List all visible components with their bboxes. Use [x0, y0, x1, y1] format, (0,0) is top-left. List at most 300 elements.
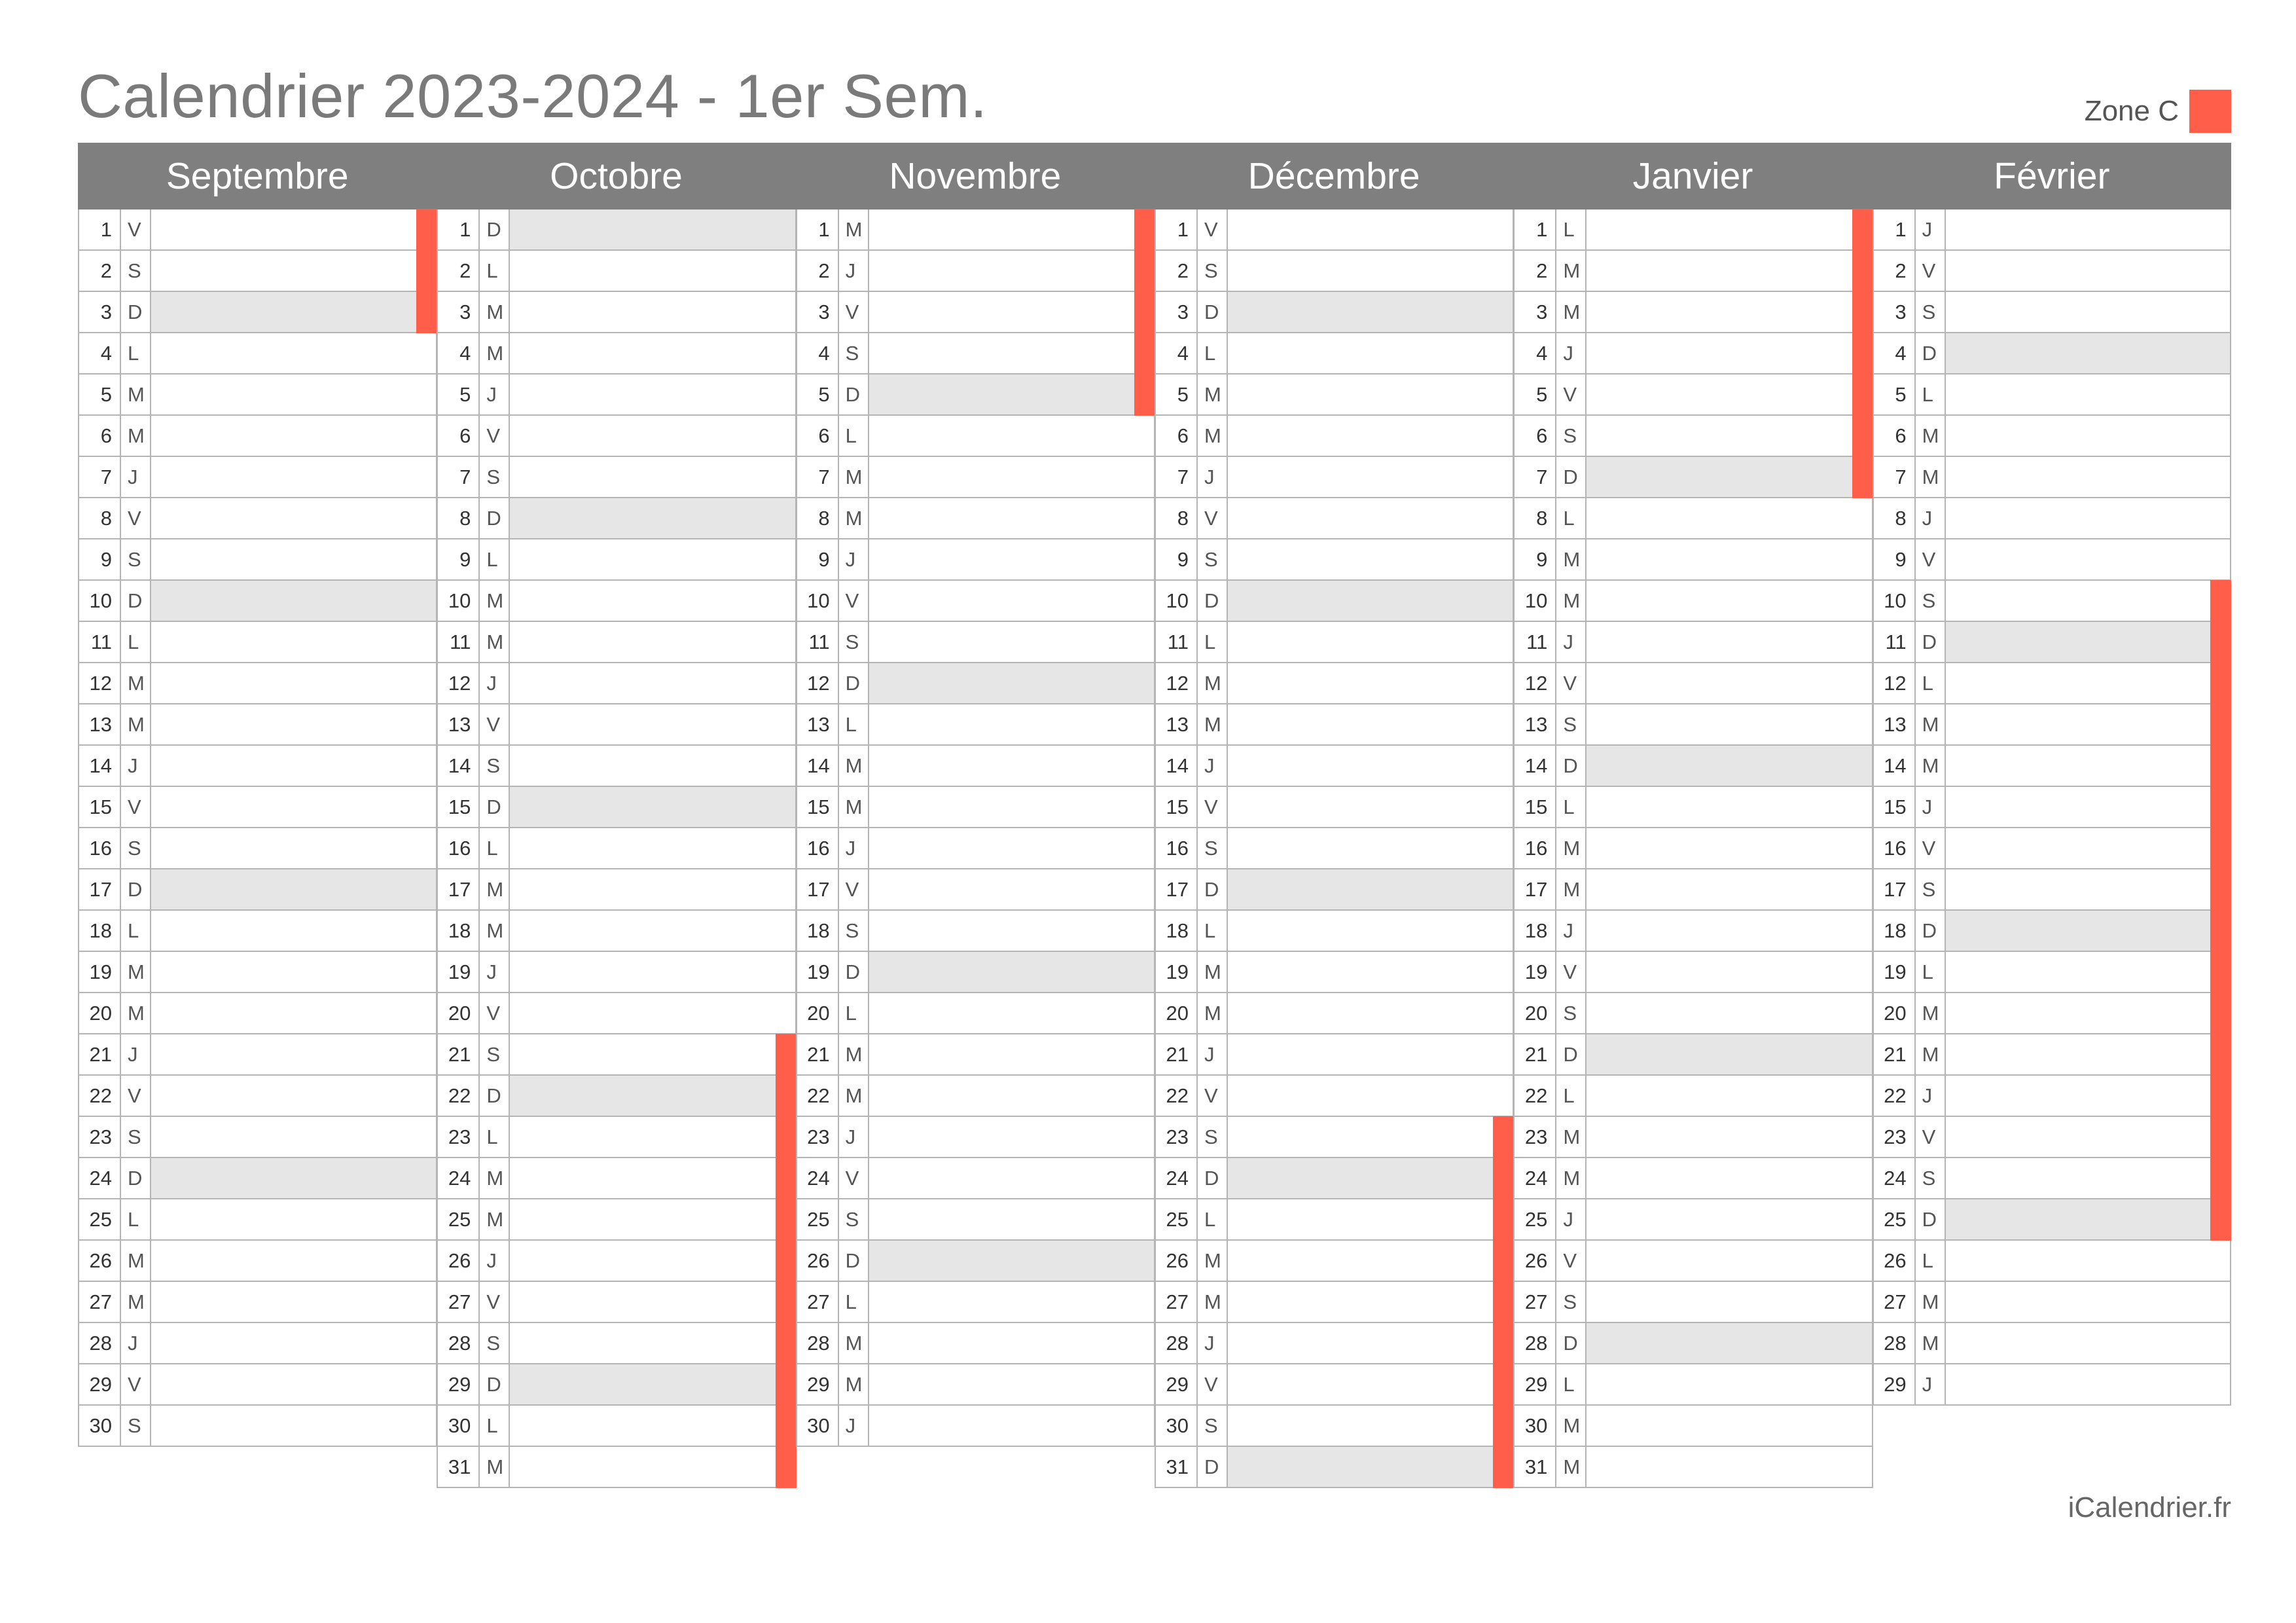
day-note-cell[interactable]	[510, 416, 795, 456]
day-row[interactable]	[1873, 1076, 2231, 1117]
day-note-cell[interactable]	[1587, 828, 1871, 868]
day-note-cell[interactable]	[1946, 539, 2230, 579]
day-note-cell[interactable]	[1587, 1364, 1871, 1404]
day-note-cell[interactable]	[1587, 333, 1871, 373]
day-note-cell[interactable]	[1587, 704, 1871, 744]
day-note-cell[interactable]	[1228, 746, 1513, 786]
day-note-cell[interactable]	[151, 581, 436, 621]
day-row[interactable]	[437, 1034, 796, 1076]
day-row[interactable]	[796, 457, 1155, 498]
day-row[interactable]	[1513, 210, 1873, 251]
day-note-cell[interactable]	[151, 704, 436, 744]
day-note-cell[interactable]	[510, 374, 795, 414]
day-row[interactable]	[1155, 581, 1514, 622]
day-note-cell[interactable]	[1587, 539, 1871, 579]
day-note-cell[interactable]	[1587, 210, 1871, 249]
day-note-cell[interactable]	[1228, 869, 1513, 909]
day-note-cell[interactable]	[510, 911, 795, 951]
day-note-cell[interactable]	[151, 1117, 436, 1157]
day-row[interactable]	[437, 251, 796, 292]
day-row[interactable]	[1155, 292, 1514, 333]
day-row[interactable]	[78, 1076, 437, 1117]
day-note-cell[interactable]	[1228, 292, 1513, 332]
day-note-cell[interactable]	[151, 993, 436, 1033]
day-note-cell[interactable]	[1946, 1117, 2230, 1157]
day-note-cell[interactable]	[151, 869, 436, 909]
day-row[interactable]	[437, 1323, 796, 1364]
day-note-cell[interactable]	[1587, 1117, 1871, 1157]
day-note-cell[interactable]	[869, 1406, 1154, 1446]
day-note-cell[interactable]	[510, 993, 795, 1033]
day-note-cell[interactable]	[151, 1076, 436, 1116]
day-note-cell[interactable]	[151, 416, 436, 456]
day-row[interactable]	[78, 1282, 437, 1323]
day-row[interactable]	[1155, 1034, 1514, 1076]
day-note-cell[interactable]	[1946, 498, 2230, 538]
day-row[interactable]	[1873, 952, 2231, 993]
day-row[interactable]	[1155, 1241, 1514, 1282]
day-row[interactable]	[796, 869, 1155, 911]
day-row[interactable]	[1873, 1199, 2231, 1241]
day-row[interactable]	[1873, 663, 2231, 704]
day-row[interactable]	[1155, 993, 1514, 1034]
day-row[interactable]	[1873, 416, 2231, 457]
day-note-cell[interactable]	[151, 251, 436, 291]
day-note-cell[interactable]	[151, 1034, 436, 1074]
day-row[interactable]	[437, 622, 796, 663]
day-row[interactable]	[1873, 1241, 2231, 1282]
day-row[interactable]	[1513, 993, 1873, 1034]
day-note-cell[interactable]	[151, 746, 436, 786]
day-row[interactable]	[437, 869, 796, 911]
day-note-cell[interactable]	[1946, 1158, 2230, 1198]
day-row[interactable]	[1513, 539, 1873, 581]
day-row[interactable]	[1155, 210, 1514, 251]
day-note-cell[interactable]	[869, 1076, 1154, 1116]
day-row[interactable]	[1155, 416, 1514, 457]
day-row[interactable]	[1155, 374, 1514, 416]
day-note-cell[interactable]	[869, 498, 1154, 538]
day-note-cell[interactable]	[1587, 993, 1871, 1033]
day-row[interactable]	[1513, 333, 1873, 374]
day-row[interactable]	[437, 993, 796, 1034]
day-row[interactable]	[78, 457, 437, 498]
day-note-cell[interactable]	[1587, 292, 1871, 332]
day-note-cell[interactable]	[1228, 1406, 1513, 1446]
day-note-cell[interactable]	[1228, 210, 1513, 249]
day-note-cell[interactable]	[151, 1364, 436, 1404]
day-row[interactable]	[1873, 622, 2231, 663]
day-row[interactable]	[1155, 787, 1514, 828]
day-row[interactable]	[796, 251, 1155, 292]
day-note-cell[interactable]	[510, 292, 795, 332]
day-note-cell[interactable]	[1946, 581, 2230, 621]
day-row[interactable]	[1873, 581, 2231, 622]
day-row[interactable]	[78, 952, 437, 993]
day-note-cell[interactable]	[1587, 251, 1871, 291]
day-note-cell[interactable]	[1228, 498, 1513, 538]
day-note-cell[interactable]	[1946, 952, 2230, 992]
day-note-cell[interactable]	[1587, 787, 1871, 827]
day-row[interactable]	[1155, 1447, 1514, 1488]
day-note-cell[interactable]	[1228, 374, 1513, 414]
day-row[interactable]	[437, 704, 796, 746]
day-note-cell[interactable]	[1946, 292, 2230, 332]
day-note-cell[interactable]	[1587, 1323, 1871, 1363]
day-note-cell[interactable]	[1946, 333, 2230, 373]
day-note-cell[interactable]	[510, 1282, 795, 1322]
day-row[interactable]	[78, 251, 437, 292]
day-note-cell[interactable]	[869, 622, 1154, 662]
day-note-cell[interactable]	[1587, 1282, 1871, 1322]
day-row[interactable]	[1513, 746, 1873, 787]
day-note-cell[interactable]	[1946, 1034, 2230, 1074]
day-note-cell[interactable]	[510, 1117, 795, 1157]
day-row[interactable]	[1873, 539, 2231, 581]
day-note-cell[interactable]	[869, 1199, 1154, 1239]
day-note-cell[interactable]	[869, 1241, 1154, 1281]
day-row[interactable]	[437, 1364, 796, 1406]
day-row[interactable]	[1513, 787, 1873, 828]
day-row[interactable]	[1873, 1364, 2231, 1406]
day-row[interactable]	[78, 333, 437, 374]
day-note-cell[interactable]	[869, 1117, 1154, 1157]
day-row[interactable]	[796, 828, 1155, 869]
day-row[interactable]	[78, 539, 437, 581]
day-note-cell[interactable]	[1946, 1364, 2230, 1404]
day-note-cell[interactable]	[869, 828, 1154, 868]
day-note-cell[interactable]	[510, 251, 795, 291]
day-note-cell[interactable]	[510, 1323, 795, 1363]
day-row[interactable]	[1513, 1241, 1873, 1282]
day-row[interactable]	[78, 498, 437, 539]
day-note-cell[interactable]	[151, 1158, 436, 1198]
day-row[interactable]	[1155, 1117, 1514, 1158]
day-note-cell[interactable]	[510, 1034, 795, 1074]
day-note-cell[interactable]	[1587, 1158, 1871, 1198]
day-note-cell[interactable]	[1228, 828, 1513, 868]
day-note-cell[interactable]	[510, 622, 795, 662]
day-row[interactable]	[1513, 1406, 1873, 1447]
day-note-cell[interactable]	[1228, 457, 1513, 497]
day-note-cell[interactable]	[1587, 1076, 1871, 1116]
day-note-cell[interactable]	[869, 1282, 1154, 1322]
day-row[interactable]	[78, 1406, 437, 1447]
day-row[interactable]	[78, 1199, 437, 1241]
day-note-cell[interactable]	[1946, 1241, 2230, 1281]
day-note-cell[interactable]	[510, 869, 795, 909]
day-row[interactable]	[78, 869, 437, 911]
day-row[interactable]	[1513, 704, 1873, 746]
day-row[interactable]	[796, 622, 1155, 663]
day-row[interactable]	[1873, 993, 2231, 1034]
day-row[interactable]	[1513, 1034, 1873, 1076]
day-note-cell[interactable]	[1587, 581, 1871, 621]
day-note-cell[interactable]	[1228, 1282, 1513, 1322]
day-row[interactable]	[796, 210, 1155, 251]
day-note-cell[interactable]	[1228, 333, 1513, 373]
day-row[interactable]	[78, 210, 437, 251]
day-note-cell[interactable]	[869, 746, 1154, 786]
day-note-cell[interactable]	[869, 374, 1154, 414]
day-note-cell[interactable]	[869, 663, 1154, 703]
day-row[interactable]	[437, 1406, 796, 1447]
day-row[interactable]	[796, 1199, 1155, 1241]
day-note-cell[interactable]	[1228, 416, 1513, 456]
day-row[interactable]	[1513, 416, 1873, 457]
day-row[interactable]	[796, 374, 1155, 416]
day-note-cell[interactable]	[151, 1282, 436, 1322]
day-note-cell[interactable]	[151, 1199, 436, 1239]
day-row[interactable]	[796, 993, 1155, 1034]
day-row[interactable]	[1155, 1364, 1514, 1406]
day-row[interactable]	[1155, 457, 1514, 498]
day-note-cell[interactable]	[1228, 663, 1513, 703]
day-row[interactable]	[1155, 539, 1514, 581]
day-row[interactable]	[437, 1199, 796, 1241]
day-row[interactable]	[796, 498, 1155, 539]
day-row[interactable]	[796, 1364, 1155, 1406]
day-row[interactable]	[437, 1076, 796, 1117]
day-note-cell[interactable]	[1587, 374, 1871, 414]
day-note-cell[interactable]	[1228, 539, 1513, 579]
day-note-cell[interactable]	[151, 210, 436, 249]
day-row[interactable]	[796, 1034, 1155, 1076]
day-row[interactable]	[1155, 704, 1514, 746]
day-row[interactable]	[1873, 1158, 2231, 1199]
day-row[interactable]	[1513, 1199, 1873, 1241]
day-row[interactable]	[1513, 869, 1873, 911]
day-row[interactable]	[796, 1158, 1155, 1199]
day-row[interactable]	[796, 1076, 1155, 1117]
day-row[interactable]	[796, 416, 1155, 457]
day-note-cell[interactable]	[151, 457, 436, 497]
day-row[interactable]	[1873, 498, 2231, 539]
day-row[interactable]	[796, 1241, 1155, 1282]
day-note-cell[interactable]	[510, 457, 795, 497]
day-row[interactable]	[1155, 333, 1514, 374]
day-row[interactable]	[78, 416, 437, 457]
day-note-cell[interactable]	[869, 1158, 1154, 1198]
day-row[interactable]	[1155, 1323, 1514, 1364]
day-note-cell[interactable]	[1228, 1323, 1513, 1363]
day-row[interactable]	[437, 581, 796, 622]
day-row[interactable]	[437, 1158, 796, 1199]
day-note-cell[interactable]	[1228, 622, 1513, 662]
day-note-cell[interactable]	[869, 210, 1154, 249]
day-row[interactable]	[78, 704, 437, 746]
day-note-cell[interactable]	[869, 251, 1154, 291]
day-row[interactable]	[1513, 1364, 1873, 1406]
day-note-cell[interactable]	[1946, 1076, 2230, 1116]
day-row[interactable]	[796, 704, 1155, 746]
day-note-cell[interactable]	[1587, 911, 1871, 951]
day-row[interactable]	[437, 333, 796, 374]
day-row[interactable]	[437, 416, 796, 457]
day-note-cell[interactable]	[510, 787, 795, 827]
day-row[interactable]	[1513, 457, 1873, 498]
day-row[interactable]	[78, 911, 437, 952]
day-note-cell[interactable]	[1946, 704, 2230, 744]
day-note-cell[interactable]	[151, 498, 436, 538]
day-row[interactable]	[1155, 1199, 1514, 1241]
day-row[interactable]	[796, 1117, 1155, 1158]
day-row[interactable]	[796, 1282, 1155, 1323]
day-row[interactable]	[78, 663, 437, 704]
day-row[interactable]	[1873, 457, 2231, 498]
day-note-cell[interactable]	[510, 663, 795, 703]
day-row[interactable]	[1155, 663, 1514, 704]
day-row[interactable]	[78, 1364, 437, 1406]
day-row[interactable]	[437, 911, 796, 952]
day-note-cell[interactable]	[510, 1447, 795, 1487]
day-note-cell[interactable]	[1946, 622, 2230, 662]
day-row[interactable]	[796, 746, 1155, 787]
day-note-cell[interactable]	[151, 539, 436, 579]
day-note-cell[interactable]	[869, 457, 1154, 497]
day-row[interactable]	[1873, 292, 2231, 333]
day-note-cell[interactable]	[1587, 1406, 1871, 1446]
day-row[interactable]	[1873, 828, 2231, 869]
day-note-cell[interactable]	[869, 333, 1154, 373]
day-row[interactable]	[796, 1406, 1155, 1447]
day-row[interactable]	[1873, 333, 2231, 374]
day-note-cell[interactable]	[1587, 498, 1871, 538]
day-note-cell[interactable]	[869, 787, 1154, 827]
day-note-cell[interactable]	[1946, 663, 2230, 703]
day-row[interactable]	[1513, 251, 1873, 292]
day-note-cell[interactable]	[151, 333, 436, 373]
day-row[interactable]	[796, 333, 1155, 374]
day-note-cell[interactable]	[1587, 1034, 1871, 1074]
day-row[interactable]	[437, 787, 796, 828]
day-row[interactable]	[1873, 1117, 2231, 1158]
day-note-cell[interactable]	[510, 1364, 795, 1404]
day-note-cell[interactable]	[1228, 1241, 1513, 1281]
day-row[interactable]	[796, 1323, 1155, 1364]
day-note-cell[interactable]	[1946, 416, 2230, 456]
day-note-cell[interactable]	[869, 1364, 1154, 1404]
day-note-cell[interactable]	[510, 1199, 795, 1239]
day-row[interactable]	[437, 292, 796, 333]
day-note-cell[interactable]	[151, 1406, 436, 1446]
day-row[interactable]	[1873, 1323, 2231, 1364]
day-row[interactable]	[1155, 1076, 1514, 1117]
day-row[interactable]	[1873, 869, 2231, 911]
day-row[interactable]	[1155, 498, 1514, 539]
day-row[interactable]	[78, 746, 437, 787]
day-note-cell[interactable]	[1228, 251, 1513, 291]
day-row[interactable]	[437, 457, 796, 498]
day-note-cell[interactable]	[869, 416, 1154, 456]
day-row[interactable]	[78, 787, 437, 828]
day-row[interactable]	[78, 828, 437, 869]
day-row[interactable]	[1513, 1282, 1873, 1323]
day-note-cell[interactable]	[1946, 869, 2230, 909]
day-note-cell[interactable]	[151, 828, 436, 868]
day-note-cell[interactable]	[151, 911, 436, 951]
day-note-cell[interactable]	[1228, 787, 1513, 827]
day-note-cell[interactable]	[1587, 1241, 1871, 1281]
day-note-cell[interactable]	[510, 581, 795, 621]
day-note-cell[interactable]	[1587, 416, 1871, 456]
day-note-cell[interactable]	[1228, 1364, 1513, 1404]
day-note-cell[interactable]	[869, 539, 1154, 579]
day-row[interactable]	[1513, 292, 1873, 333]
day-note-cell[interactable]	[1228, 704, 1513, 744]
day-row[interactable]	[1873, 911, 2231, 952]
day-note-cell[interactable]	[1946, 251, 2230, 291]
day-note-cell[interactable]	[1946, 1282, 2230, 1322]
day-note-cell[interactable]	[869, 1034, 1154, 1074]
day-row[interactable]	[78, 1034, 437, 1076]
day-row[interactable]	[1873, 1034, 2231, 1076]
day-note-cell[interactable]	[1228, 1447, 1513, 1487]
day-note-cell[interactable]	[510, 704, 795, 744]
day-row[interactable]	[78, 1117, 437, 1158]
day-row[interactable]	[796, 911, 1155, 952]
day-note-cell[interactable]	[510, 746, 795, 786]
day-note-cell[interactable]	[869, 292, 1154, 332]
day-note-cell[interactable]	[1946, 993, 2230, 1033]
day-note-cell[interactable]	[869, 993, 1154, 1033]
day-note-cell[interactable]	[869, 952, 1154, 992]
day-row[interactable]	[796, 787, 1155, 828]
day-row[interactable]	[78, 374, 437, 416]
day-note-cell[interactable]	[510, 1158, 795, 1198]
day-note-cell[interactable]	[151, 1323, 436, 1363]
day-row[interactable]	[78, 1241, 437, 1282]
day-row[interactable]	[437, 1117, 796, 1158]
day-note-cell[interactable]	[510, 828, 795, 868]
day-note-cell[interactable]	[1228, 581, 1513, 621]
day-note-cell[interactable]	[151, 787, 436, 827]
day-row[interactable]	[78, 292, 437, 333]
day-row[interactable]	[796, 539, 1155, 581]
day-row[interactable]	[1873, 251, 2231, 292]
day-note-cell[interactable]	[1587, 746, 1871, 786]
day-row[interactable]	[1513, 498, 1873, 539]
day-row[interactable]	[1155, 869, 1514, 911]
day-note-cell[interactable]	[1228, 1117, 1513, 1157]
day-row[interactable]	[437, 374, 796, 416]
day-row[interactable]	[796, 952, 1155, 993]
day-note-cell[interactable]	[1587, 869, 1871, 909]
day-row[interactable]	[1513, 581, 1873, 622]
day-note-cell[interactable]	[869, 869, 1154, 909]
day-note-cell[interactable]	[151, 622, 436, 662]
day-row[interactable]	[1513, 1076, 1873, 1117]
day-row[interactable]	[437, 539, 796, 581]
day-row[interactable]	[1155, 746, 1514, 787]
day-row[interactable]	[1873, 746, 2231, 787]
day-note-cell[interactable]	[1587, 952, 1871, 992]
day-row[interactable]	[78, 581, 437, 622]
day-row[interactable]	[1155, 1282, 1514, 1323]
day-note-cell[interactable]	[1946, 457, 2230, 497]
day-note-cell[interactable]	[510, 210, 795, 249]
day-note-cell[interactable]	[510, 952, 795, 992]
day-note-cell[interactable]	[1228, 1076, 1513, 1116]
day-note-cell[interactable]	[1946, 787, 2230, 827]
day-note-cell[interactable]	[1228, 1158, 1513, 1198]
day-row[interactable]	[437, 746, 796, 787]
day-row[interactable]	[1513, 828, 1873, 869]
day-note-cell[interactable]	[1587, 663, 1871, 703]
day-note-cell[interactable]	[1228, 993, 1513, 1033]
day-row[interactable]	[1873, 787, 2231, 828]
day-note-cell[interactable]	[1946, 210, 2230, 249]
